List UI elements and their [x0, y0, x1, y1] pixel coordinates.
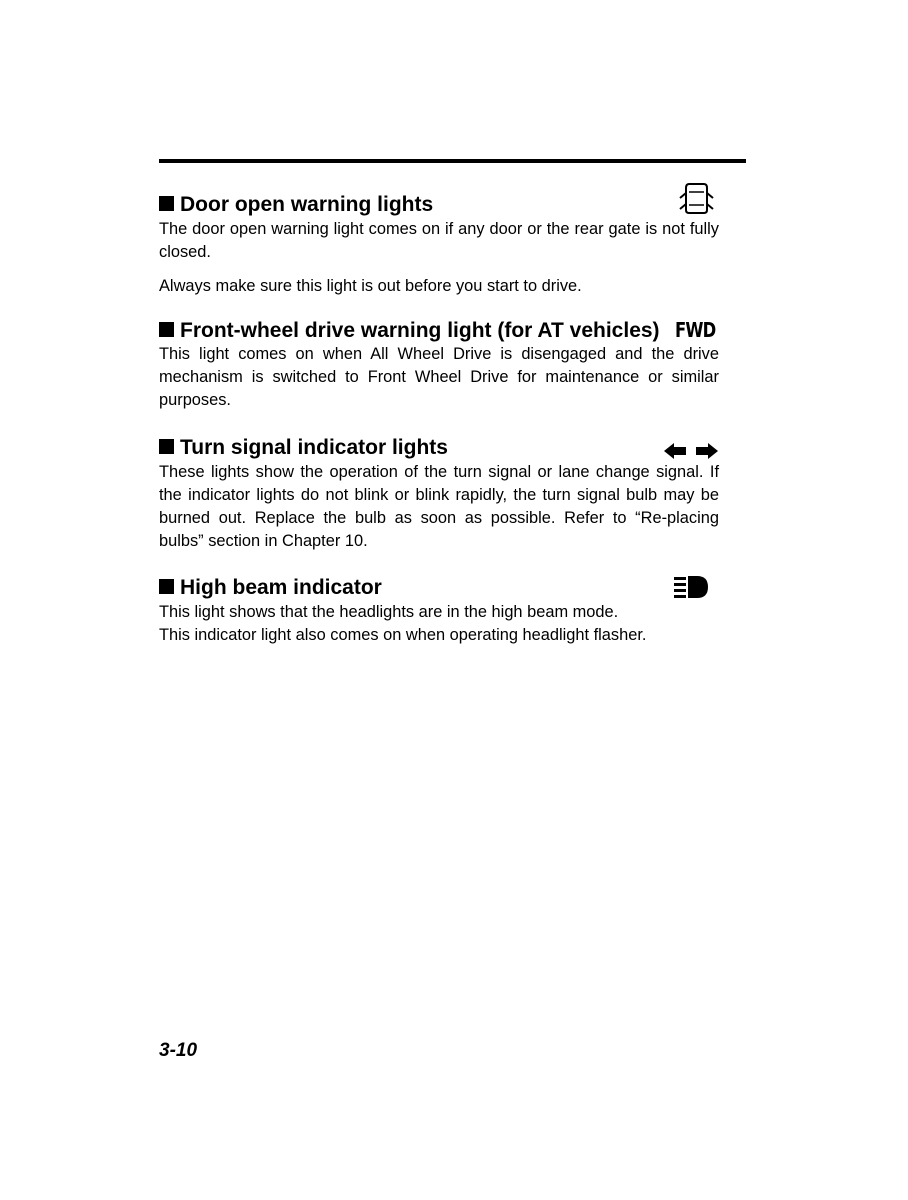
section-turn-signal — [159, 435, 719, 553]
heading-text: Door open warning lights — [180, 193, 434, 216]
square-bullet-icon — [159, 439, 174, 454]
page-number: 3-10 — [159, 1040, 198, 1061]
section-heading — [159, 317, 719, 343]
top-rule — [159, 159, 746, 163]
section-heading — [159, 575, 719, 601]
turn-signal-arrows-icon — [663, 441, 719, 461]
section-fwd-warning — [159, 317, 719, 412]
section-heading — [159, 192, 719, 218]
paragraph: These lights show the operation of the turn signal or lane change signal. If the indicator lights do not blink or blink rapidly, the turn signal bulb may be burned out. Replace the bulb as soon as possible. Refer to “Re-placing bulbs” section in Chapter 10. — [159, 463, 719, 550]
square-bullet-icon — [159, 322, 174, 337]
square-bullet-icon — [159, 196, 174, 211]
fwd-icon: FWD — [675, 318, 716, 342]
section-door-open-warning — [159, 192, 719, 298]
paragraph: Always make sure this light is out before you start to drive. — [159, 277, 582, 295]
square-bullet-icon — [159, 579, 174, 594]
paragraph: This light comes on when All Wheel Drive is disengaged and the drive mechanism is switched to Front Wheel Drive for maintenance or similar purposes. — [159, 345, 719, 409]
heading-text: High beam indicator — [180, 576, 382, 599]
paragraph: This indicator light also comes on when operating headlight flasher. — [159, 626, 647, 644]
door-open-warning-icon — [677, 180, 719, 218]
section-heading — [159, 435, 719, 461]
heading-text: Front-wheel drive warning light (for AT vehicles) — [180, 319, 660, 342]
high-beam-icon — [673, 575, 711, 599]
paragraph: The door open warning light comes on if any door or the rear gate is not fully closed. — [159, 220, 719, 261]
section-high-beam — [159, 575, 719, 647]
paragraph: This light shows that the headlights are in the high beam mode. — [159, 603, 619, 621]
heading-text: Turn signal indicator lights — [180, 436, 448, 459]
